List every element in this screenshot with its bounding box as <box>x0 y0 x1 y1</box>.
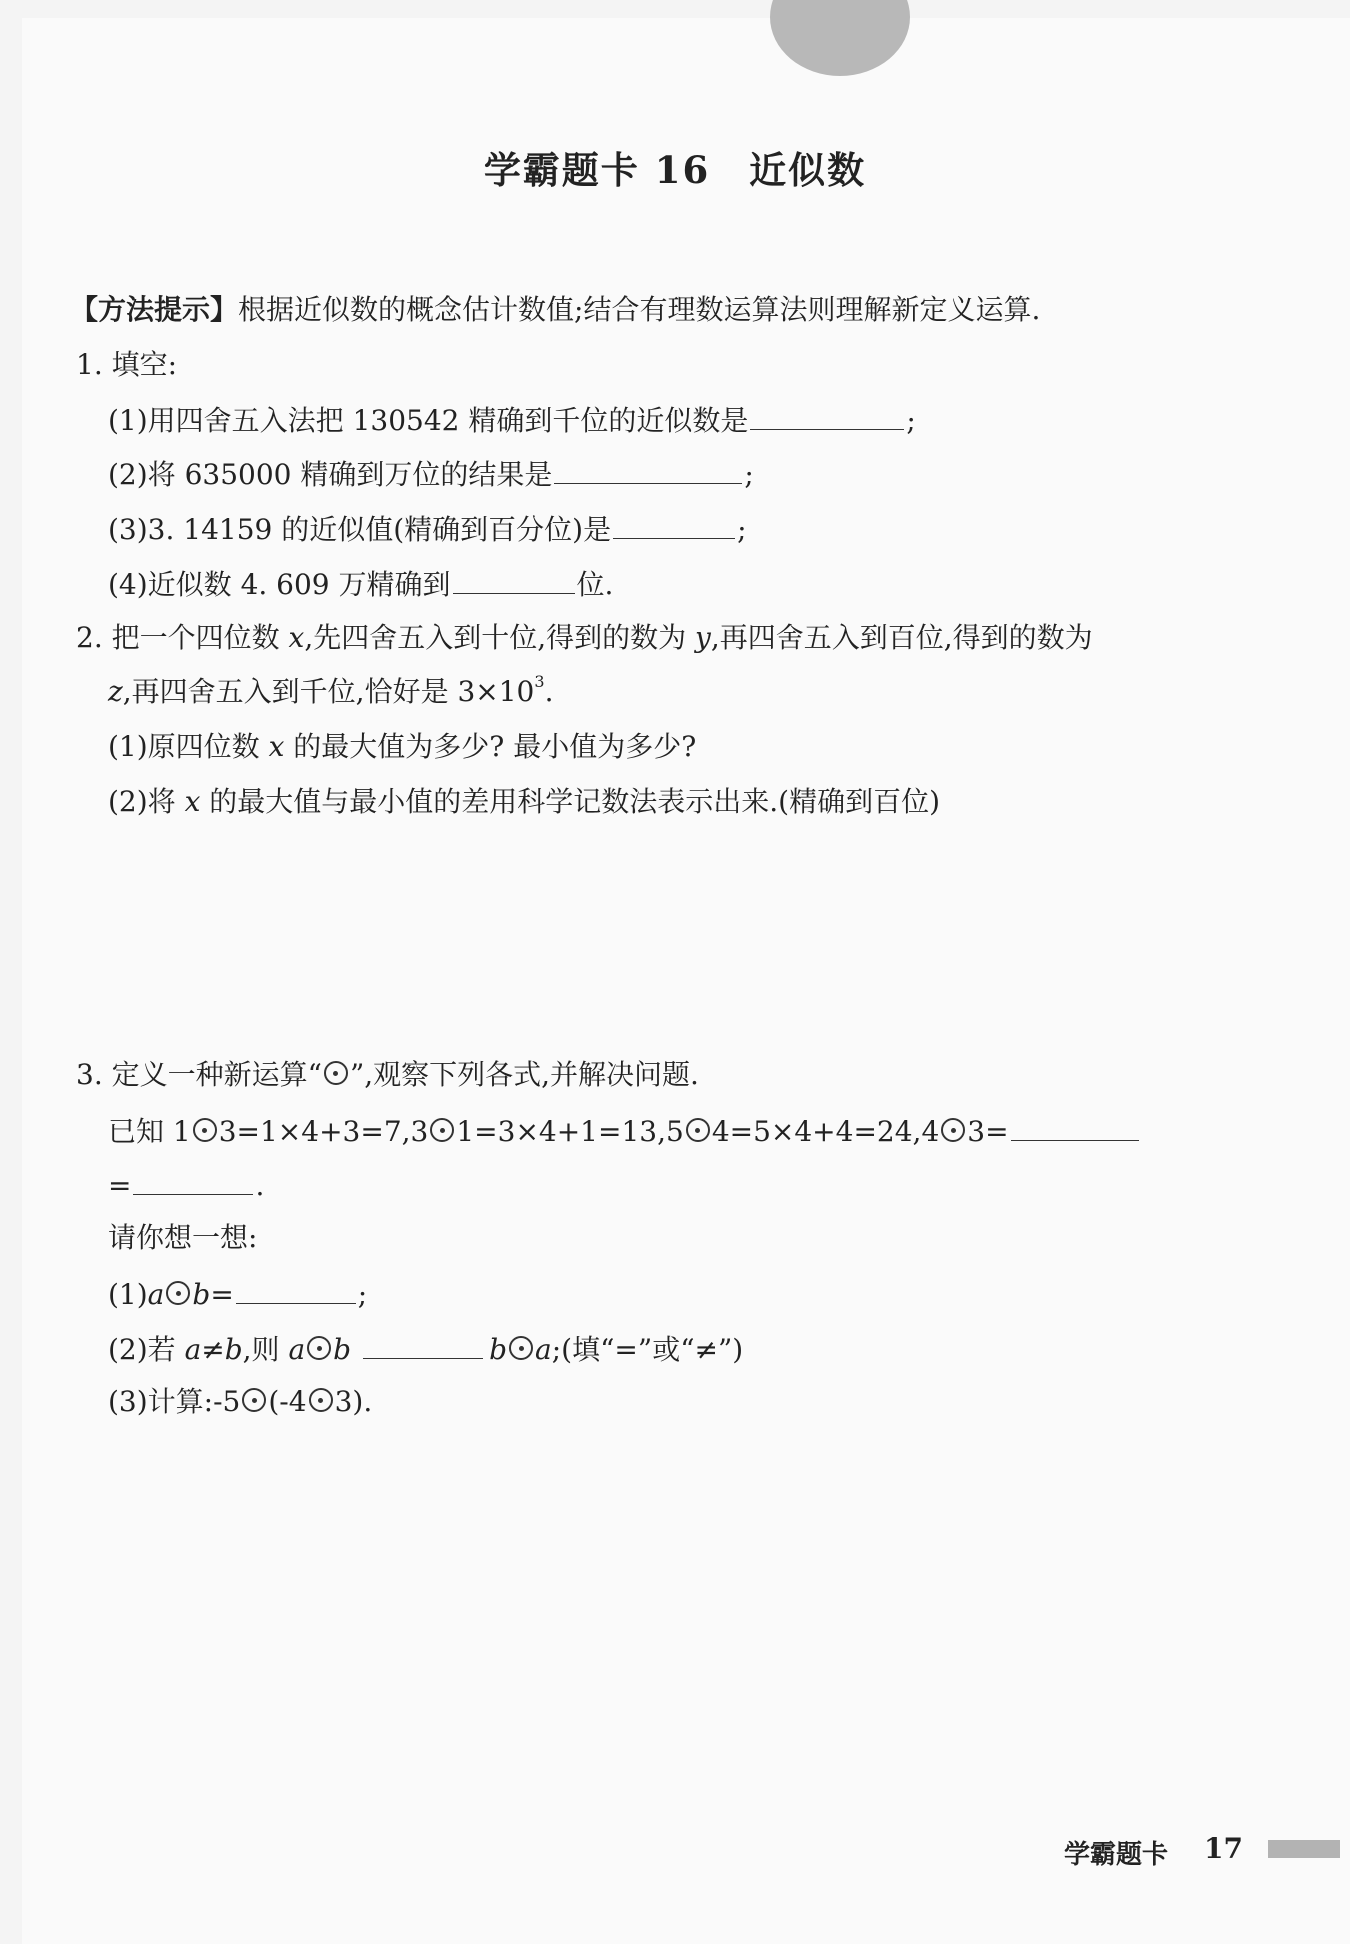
var-x: x <box>268 730 285 763</box>
q3-part1-num: (1) <box>108 1278 148 1311</box>
q1-part1-text: (1)用四舍五入法把 130542 精确到千位的近似数是 <box>108 404 749 437</box>
q3-part2-b: ,则 <box>242 1333 289 1366</box>
var-x: x <box>184 785 201 818</box>
q3-given-a: 已知 1 <box>108 1115 191 1148</box>
q1-part3 <box>108 508 747 550</box>
q2-line1 <box>76 618 1093 658</box>
q3-part3-c: 3). <box>334 1385 373 1418</box>
q3-part1-blank[interactable] <box>236 1273 356 1304</box>
exponent: 3 <box>534 672 545 691</box>
q1-part1 <box>108 399 916 441</box>
q3-part2 <box>108 1328 743 1370</box>
var-a: a <box>288 1333 306 1366</box>
q2-text-c: ,再四舍五入到百位,得到的数为 <box>710 621 1093 654</box>
odot-operator-icon <box>509 1336 533 1360</box>
q3-part2-condition: a≠b <box>184 1333 243 1366</box>
q3-part3-b: (-4 <box>268 1385 307 1418</box>
var-x: x <box>288 621 305 654</box>
q1-part2 <box>108 453 754 495</box>
q2-text-a: 2. 把一个四位数 <box>76 621 289 654</box>
q2-line2 <box>108 672 553 712</box>
footer-bar-decoration <box>1268 1840 1340 1858</box>
q2-part1-text-a: (1)原四位数 <box>108 730 269 763</box>
q1-part1-blank[interactable] <box>750 399 904 430</box>
odot-operator-icon <box>324 1061 348 1085</box>
q3-think: 请你想一想: <box>108 1221 258 1254</box>
var-z: z <box>108 675 123 708</box>
odot-operator-icon <box>309 1388 333 1412</box>
q1-part2-text: (2)将 635000 精确到万位的结果是 <box>108 458 553 491</box>
q3-part2-a: (2)若 <box>108 1333 185 1366</box>
q3-part1-end: ; <box>357 1278 368 1311</box>
odot-operator-icon <box>430 1118 454 1142</box>
odot-operator-icon <box>941 1118 965 1142</box>
q3-given-blank-2[interactable] <box>133 1164 253 1195</box>
q1-part2-end: ; <box>744 458 754 491</box>
q1-part1-end: ; <box>906 404 916 437</box>
q3-given-b: 3=1×4+3=7,3 <box>218 1115 429 1148</box>
odot-operator-icon <box>686 1118 710 1142</box>
q2-part1-text-b: 的最大值为多少? 最小值为多少? <box>284 730 697 763</box>
var-b: b <box>192 1278 211 1311</box>
q3-given-d: 4=5×4+4=24,4 <box>711 1115 940 1148</box>
q3-part2-c: ;(填“=”或“≠”) <box>551 1333 744 1366</box>
var-a: a <box>147 1278 165 1311</box>
odot-operator-icon <box>166 1281 190 1305</box>
method-hint <box>70 290 1040 330</box>
hint-label: 【方法提示】 <box>70 293 239 326</box>
q1-part4-text: (4)近似数 4. 609 万精确到 <box>108 568 451 601</box>
q3-part2-blank[interactable] <box>363 1328 483 1359</box>
q3-given-blank-1[interactable] <box>1011 1110 1139 1141</box>
q1-part4-blank[interactable] <box>453 563 575 594</box>
odot-operator-icon <box>193 1118 217 1142</box>
q3-part3 <box>108 1382 372 1422</box>
q1-heading: 1. 填空: <box>76 348 178 381</box>
footer-label: 学霸题卡 <box>1064 1840 1169 1870</box>
odot-operator-icon <box>242 1388 266 1412</box>
q2-part2 <box>108 782 940 822</box>
q2-part2-text-a: (2)将 <box>108 785 185 818</box>
q2-text-d: ,再四舍五入到千位,恰好是 3×10 <box>122 675 535 708</box>
q2-text-e: . <box>544 675 554 708</box>
q3-head-text-a: 3. 定义一种新运算“ <box>76 1058 322 1091</box>
page-number: 17 <box>1204 1832 1243 1865</box>
q3-part1-eq: = <box>210 1278 234 1311</box>
q1-part3-text: (3)3. 14159 的近似值(精确到百分位)是 <box>108 513 612 546</box>
q3-heading <box>76 1055 699 1095</box>
q3-given-e: 3= <box>967 1115 1009 1148</box>
q3-part1 <box>108 1273 367 1315</box>
q3-given-c: 1=3×4+1=13,5 <box>456 1115 684 1148</box>
q1-part4 <box>108 563 613 605</box>
odot-operator-icon <box>307 1336 331 1360</box>
q1-part2-blank[interactable] <box>554 453 742 484</box>
q3-head-text-b: ”,观察下列各式,并解决问题. <box>349 1058 699 1091</box>
q3-equals: = <box>108 1169 132 1202</box>
page-title: 学霸题卡 16 近似数 <box>483 148 867 192</box>
q2-part2-text-b: 的最大值与最小值的差用科学记数法表示出来.(精确到百位) <box>200 785 941 818</box>
var-a: a <box>535 1333 552 1366</box>
q3-period: . <box>255 1169 265 1202</box>
top-tab-decoration <box>770 0 910 76</box>
q3-given <box>108 1110 1141 1152</box>
q3-given-cont <box>108 1164 264 1206</box>
q3-part3-a: (3)计算:-5 <box>108 1385 241 1418</box>
q2-part1 <box>108 727 696 767</box>
q1-part3-blank[interactable] <box>613 508 735 539</box>
q1-part3-end: ; <box>737 513 747 546</box>
q2-text-b: ,先四舍五入到十位,得到的数为 <box>304 621 696 654</box>
q1-part4-end: 位. <box>576 568 614 601</box>
hint-text: 根据近似数的概念估计数值;结合有理数运算法则理解新定义运算. <box>238 293 1041 326</box>
var-b: b <box>489 1333 508 1366</box>
var-y: y <box>695 621 711 654</box>
var-b: b <box>333 1333 352 1366</box>
